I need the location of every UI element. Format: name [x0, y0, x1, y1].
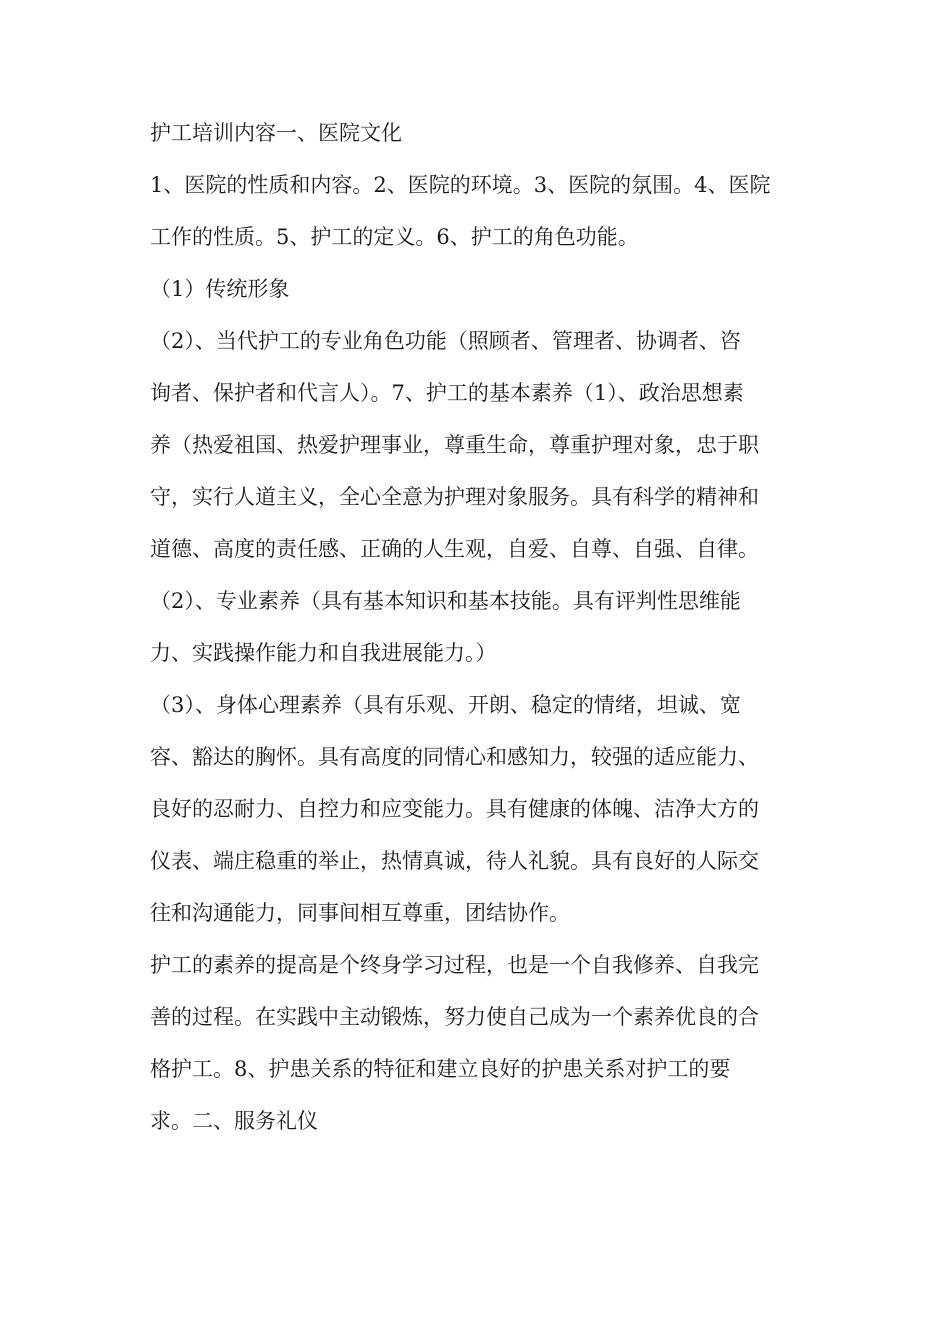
text-line: 养（热爱祖国、热爱护理事业，尊重生命，尊重护理对象，忠于职 [150, 433, 759, 457]
text-line: 容、豁达的胸怀。具有高度的同情心和感知力，较强的适应能力、 [150, 745, 759, 769]
text-line: 1、医院的性质和内容。2、医院的环境。3、医院的氛围。4、医院 [150, 173, 771, 197]
text-line: 力、实践操作能力和自我进展能力。） [150, 641, 497, 665]
text-line: 询者、保护者和代言人）。7、护工的基本素养（1）、政治思想素 [150, 381, 744, 405]
text-line: （2）、当代护工的专业角色功能（照顾者、管理者、协调者、咨 [150, 329, 741, 353]
text-line: （1）传统形象 [150, 277, 290, 301]
document-body [150, 120, 810, 1160]
text-line: 格护工。8、护患关系的特征和建立良好的护患关系对护工的要 [150, 1057, 731, 1081]
text-line: （2）、专业素养（具有基本知识和基本技能。具有评判性思维能 [150, 589, 741, 613]
text-line: 求。二、服务礼仪 [150, 1109, 318, 1133]
text-line: 良好的忍耐力、自控力和应变能力。具有健康的体魄、洁净大方的 [150, 797, 759, 821]
document-title-line: 护工培训内容一、医院文化 [150, 121, 402, 145]
text-line: 守，实行人道主义，全心全意为护理对象服务。具有科学的精神和 [150, 485, 759, 509]
text-line: （3）、身体心理素养（具有乐观、开朗、稳定的情绪，坦诚、宽 [150, 693, 741, 717]
text-line: 护工的素养的提高是个终身学习过程，也是一个自我修养、自我完 [150, 953, 759, 977]
text-line: 善的过程。在实践中主动锻炼，努力使自己成为一个素养优良的合 [150, 1005, 759, 1029]
text-line: 往和沟通能力，同事间相互尊重，团结协作。 [150, 901, 570, 925]
text-line: 道德、高度的责任感、正确的人生观，自爱、自尊、自强、自律。 [150, 537, 759, 561]
text-line: 仪表、端庄稳重的举止，热情真诚，待人礼貌。具有良好的人际交 [150, 849, 759, 873]
text-line: 工作的性质。5、护工的定义。6、护工的角色功能。 [150, 225, 639, 249]
